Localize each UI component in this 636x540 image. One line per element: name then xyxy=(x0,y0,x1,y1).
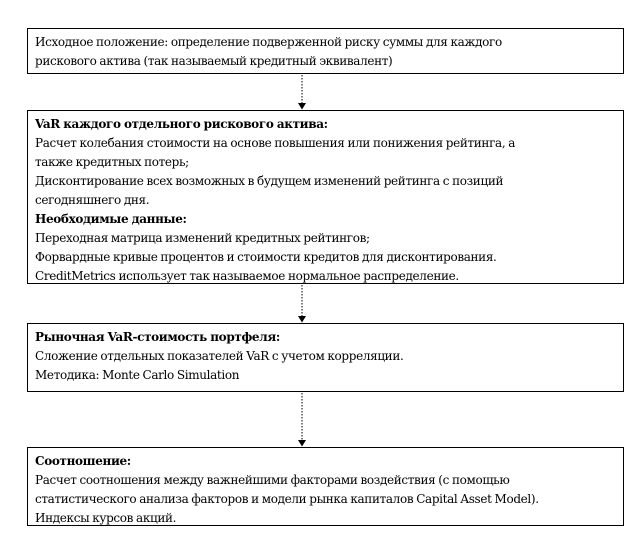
box-heading: Рыночная VaR-стоимость портфеля: xyxy=(35,330,280,344)
box-text-line: сегодняшнего дня. xyxy=(35,193,150,207)
box-text-line: Расчет колебания стоимости на основе повышения или понижения рейтинга, а xyxy=(35,136,516,150)
box-text-line: Индексы курсов акций. xyxy=(35,511,177,525)
box-heading: Необходимые данные: xyxy=(35,212,187,226)
dotted-arrow-icon xyxy=(282,392,322,447)
box-initial-position xyxy=(27,28,624,74)
box-text-line: также кредитных потерь; xyxy=(35,155,189,169)
box-heading: VaR каждого отдельного рискового актива: xyxy=(35,117,328,131)
dotted-arrow-icon xyxy=(282,74,322,110)
box-portfolio-var xyxy=(27,323,624,392)
connector-arrow-3 xyxy=(282,392,322,447)
dotted-arrow-icon xyxy=(282,284,322,323)
box-text-line: статистического анализа факторов и модели рынка капиталов Capital Asset Model). xyxy=(35,492,539,506)
box-var-single-asset xyxy=(27,110,624,284)
box-text-line: Форвардные кривые процентов и стоимости кредитов для дисконтирования. xyxy=(35,250,497,264)
box-heading: Соотношение: xyxy=(35,454,131,468)
box-text-line: Расчет соотношения между важнейшими факторами воздействия (с помощью xyxy=(35,473,510,487)
arrowhead xyxy=(298,103,306,110)
box-correlation xyxy=(27,447,624,526)
connector-arrow-1 xyxy=(282,74,322,110)
box-text-line: Дисконтирование всех возможных в будущем изменений рейтинга с позиций xyxy=(35,174,504,188)
connector-arrow-2 xyxy=(282,284,322,323)
box-text-line: Переходная матрица изменений кредитных рейтингов; xyxy=(35,231,370,245)
arrowhead xyxy=(298,440,306,447)
box-text-line: CreditMetrics использует так называемое нормальное распределение. xyxy=(35,269,459,283)
box-text-line: Сложение отдельных показателей VaR с учетом корреляции. xyxy=(35,349,404,363)
box-text-line: Исходное положение: определение подверженной риску суммы для каждого xyxy=(35,35,502,49)
arrowhead xyxy=(298,316,306,323)
box-text-line: рискового актива (так называемый кредитный эквивалент) xyxy=(35,54,393,68)
box-text-line: Методика: Monte Carlo Simulation xyxy=(35,368,240,382)
